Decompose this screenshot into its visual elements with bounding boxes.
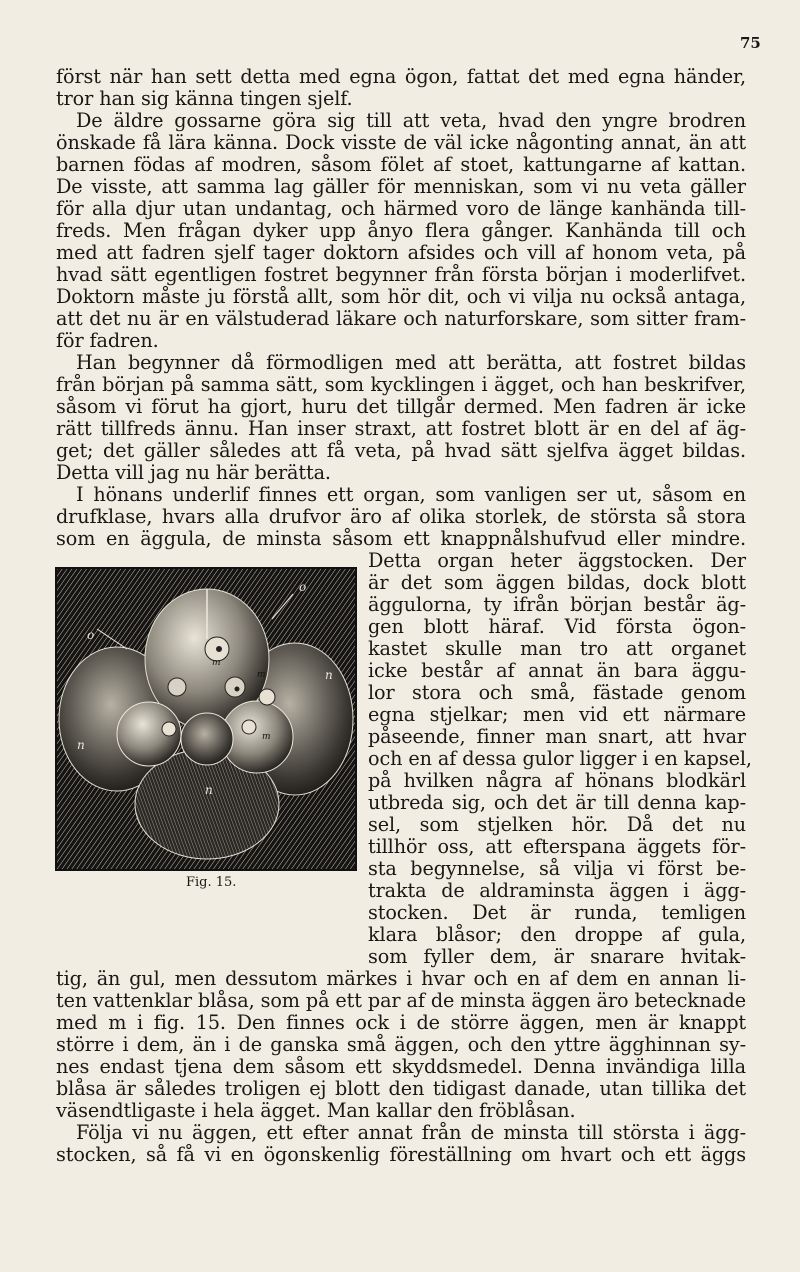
text-line: från början på samma sätt, som kycklingen i ägget, och han beskrifver, xyxy=(56,373,746,396)
text-line: egna stjelkar; men vid ett närmare xyxy=(368,703,746,726)
text-line: väsendtligaste i hela ägget. Man kallar den fröblåsan. xyxy=(56,1099,576,1122)
text-line: De äldre gossarne göra sig till att veta, hvad den yngre brodren xyxy=(76,109,746,132)
text-line: tillhör oss, att efterspana äggets för- xyxy=(368,835,746,858)
text-line: äggulorna, ty ifrån början består äg- xyxy=(368,593,746,616)
text-line: på hvilken några af hönans blodkärl xyxy=(368,769,746,792)
text-line: drufklase, hvars alla drufvor äro af olika storlek, de största så stora xyxy=(56,505,746,528)
text-line: hvad sätt egentligen fostret begynner från första början i moderlifvet. xyxy=(56,263,746,286)
text-line: Följa vi nu äggen, ett efter annat från de minsta till största i ägg- xyxy=(76,1121,746,1144)
text-line: icke består af annat än bara äggu- xyxy=(368,659,746,682)
text-line: blåsa är således troligen ej blott den tidigast danade, utan tillika det xyxy=(56,1077,746,1100)
text-line: klara blåsor; den droppe af gula, xyxy=(368,923,746,946)
text-line: lor stora och små, fästade genom xyxy=(368,681,746,704)
text-line: Detta organ heter äggstocken. Der xyxy=(368,549,746,572)
text-line: för fadren. xyxy=(56,329,159,352)
figure-label-o-top: o xyxy=(299,580,307,594)
text-line: större i dem, än i de ganska små äggen, och den yttre ägghinnan sy- xyxy=(56,1033,746,1056)
text-line: get; det gäller således att få veta, på hvad sätt sjelfva ägget bildas. xyxy=(56,439,746,462)
figure-label-m-1: m xyxy=(257,670,266,680)
figure-label-m-2: m xyxy=(212,658,221,668)
text-line: kastet skulle man tro att organet xyxy=(368,637,746,660)
text-line: barnen födas af modren, såsom fölet af stoet, kattungarne af kattan. xyxy=(56,153,746,176)
figure-ovary-illustration xyxy=(55,567,357,871)
text-line: med m i fig. 15. Den finnes ock i de större äggen, men är knappt xyxy=(56,1011,746,1034)
text-line: stocken. Det är runda, temligen xyxy=(368,901,746,924)
text-line: tror han sig känna tingen sjelf. xyxy=(56,87,353,110)
text-line: trakta de aldraminsta äggen i ägg- xyxy=(368,879,746,902)
text-line: såsom vi förut ha gjort, huru det tillgår dermed. Men fadren är icke xyxy=(56,395,746,418)
text-line: och en af dessa gulor ligger i en kapsel, xyxy=(368,747,752,770)
text-line: Detta vill jag nu här berätta. xyxy=(56,461,331,484)
page-number: 75 xyxy=(740,34,761,52)
text-line: nes endast tjena dem såsom ett skyddsmedel. Denna invändiga lilla xyxy=(56,1055,746,1078)
figure-label-n-left: n xyxy=(77,738,85,752)
text-line: att det nu är en välstuderad läkare och naturforskare, som sitter fram- xyxy=(56,307,746,330)
text-line: önskade få lära känna. Dock visste de väl icke någonting annat, än att xyxy=(56,131,746,154)
text-line: som en äggula, de minsta såsom ett knappnålshufvud eller mindre. xyxy=(56,527,746,550)
text-line: med att fadren sjelf tager doktorn afsides och vill af honom veta, på xyxy=(56,241,746,264)
text-line: först när han sett detta med egna ögon, fattat det med egna händer, xyxy=(56,65,746,88)
text-line: De visste, att samma lag gäller för menniskan, som vi nu veta gäller xyxy=(56,175,746,198)
text-line: ten vattenklar blåsa, som på ett par af de minsta äggen äro betecknade xyxy=(56,989,746,1012)
text-line: tig, än gul, men dessutom märkes i hvar och en af dem en annan li- xyxy=(56,967,746,990)
text-line: Han begynner då förmodligen med att berätta, att fostret bildas xyxy=(76,351,746,374)
text-line: gen blott häraf. Vid första ögon- xyxy=(368,615,746,638)
text-line: I hönans underlif finnes ett organ, som vanligen ser ut, såsom en xyxy=(76,483,746,506)
figure-label-n-bottom: n xyxy=(205,783,213,797)
text-line: utbreda sig, och det är till denna kap- xyxy=(368,791,746,814)
text-line: rätt tillfreds ännu. Han inser straxt, att fostret blott är en del af äg- xyxy=(56,417,746,440)
text-line: för alla djur utan undantag, och härmed voro de länge kanhända till- xyxy=(56,197,746,220)
text-line: påseende, finner man snart, att hvar xyxy=(368,725,746,748)
text-line: sel, som stjelken hör. Då det nu xyxy=(368,813,746,836)
text-line: Doktorn måste ju förstå allt, som hör dit, och vi vilja nu också antaga, xyxy=(56,285,746,308)
text-line: sta begynnelse, så vilja vi först be- xyxy=(368,857,746,880)
text-line: stocken, så få vi en ögonskenlig föreställning om hvart och ett äggs xyxy=(56,1143,746,1166)
figure-caption: Fig. 15. xyxy=(186,875,237,890)
text-line: freds. Men frågan dyker upp ånyo flera gånger. Kanhända till och xyxy=(56,219,746,242)
figure-label-n-right: n xyxy=(325,668,333,682)
figure-label-m-3: m xyxy=(262,732,271,742)
text-line: som fyller dem, är snarare hvitak- xyxy=(368,945,746,968)
text-line: är det som äggen bildas, dock blott xyxy=(368,571,746,594)
figure-label-o-left: o xyxy=(87,628,95,642)
